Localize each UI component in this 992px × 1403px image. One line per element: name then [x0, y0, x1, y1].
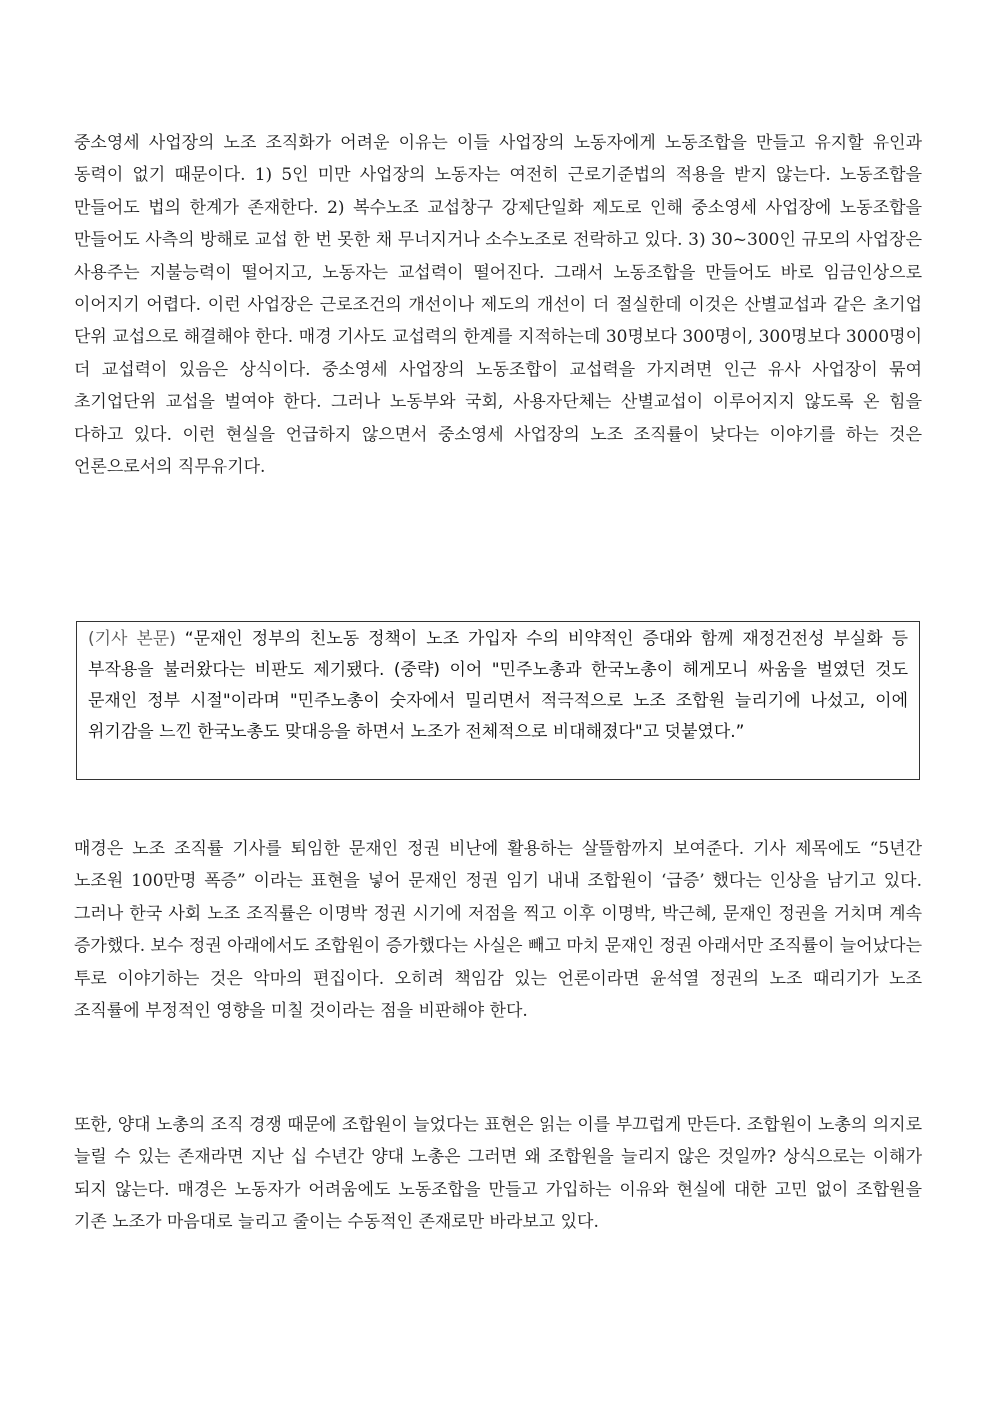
body-paragraph-3: 또한, 양대 노총의 조직 경쟁 때문에 조합원이 늘었다는 표현은 읽는 이를 부끄럽게 만든다. 조합원이 노총의 의지로 늘릴 수 있는 존재라면 지난 십 수년간 양대 노총은 그러면 왜 조합원을 늘리지 않은 것일까? 상식으로는 이해가 되지 않는다. 매경은 노동자가 어려움에도 노동조합을 만들고 가입하는 이유와 현실에 대한 고민 없이 조합원을 기존 노조가 마음대로 늘리고 줄이는 수동적인 존재로만 바라보고 있다.	[74, 1115, 922, 1233]
quote-text-block	[88, 624, 908, 748]
body-paragraph-2: 매경은 노조 조직률 기사를 퇴임한 문재인 정권 비난에 활용하는 살뜰함까지 보여준다. 기사 제목에도 “5년간 노조원 100만명 폭증” 이라는 표현을 넣어 문재인 정권 임기 내내 조합원이 ‘급증’ 했다는 인상을 남기고 있다. 그러나 한국 사회 노조 조직률은 이명박 정권 시기에 저점을 찍고 이후 이명박, 박근혜, 문재인 정권을 거치며 계속 증가했다. 보수 정권 아래에서도 조합원이 증가했다는 사실은 빼고 마치 문재인 정권 아래서만 조직률이 늘어났다는 투로 이야기하는 것은 악마의 편집이다. 오히려 책임감 있는 언론이라면 윤석열 정권의 노조 때리기가 노조 조직률에 부정적인 영향을 미칠 것이라는 점을 비판해야 한다.	[74, 839, 922, 1022]
quote-body: “문재인 정부의 친노동 정책이 노조 가입자 수의 비약적인 증대와 함께 재정건전성 부실화 등 부작용을 불러왔다는 비판도 제기됐다. (중략) 이어 "민주노총과 한국노총이 헤게모니 싸움을 벌였던 것도 문재인 정부 시절"이라며 "민주노총이 숫자에서 밀리면서 적극적으로 노조 조합원 늘리기에 나섰고, 이에 위기감을 느낀 한국노총도 맞대응을 하면서 노조가 전체적으로 비대해졌다"고 덧붙였다.”	[88, 629, 908, 742]
article-quote-box	[76, 621, 920, 780]
body-paragraph-1: 중소영세 사업장의 노조 조직화가 어려운 이유는 이들 사업장의 노동자에게 노동조합을 만들고 유지할 유인과 동력이 없기 때문이다. 1) 5인 미만 사업장의 노동자는 여전히 근로기준법의 적용을 받지 않는다. 노동조합을 만들어도 법의 한계가 존재한다. 2) 복수노조 교섭창구 강제단일화 제도로 인해 중소영세 사업장에 노동조합을 만들어도 사측의 방해로 교섭 한 번 못한 채 무너지거나 소수노조로 전락하고 있다. 3) 30~300인 규모의 사업장은 사용주는 지불능력이 떨어지고, 노동자는 교섭력이 떨어진다. 그래서 노동조합을 만들어도 바로 임금인상으로 이어지기 어렵다. 이런 사업장은 근로조건의 개선이나 제도의 개선이 더 절실한데 이것은 산별교섭과 같은 초기업 단위 교섭으로 해결해야 한다. 매경 기사도 교섭력의 한계를 지적하는데 30명보다 300명이, 300명보다 3000명이 더 교섭력이 있음은 상식이다. 중소영세 사업장의 노동조합이 교섭력을 가지려면 인근 유사 사업장이 묶여 초기업단위 교섭을 벌여야 한다. 그러나 노동부와 국회, 사용자단체는 산별교섭이 이루어지지 않도록 온 힘을 다하고 있다. 이런 현실을 언급하지 않으면서 중소영세 사업장의 노조 조직률이 낮다는 이야기를 하는 것은 언론으로서의 직무유기다.	[74, 133, 922, 478]
quote-source-label: (기사 본문)	[88, 629, 176, 649]
